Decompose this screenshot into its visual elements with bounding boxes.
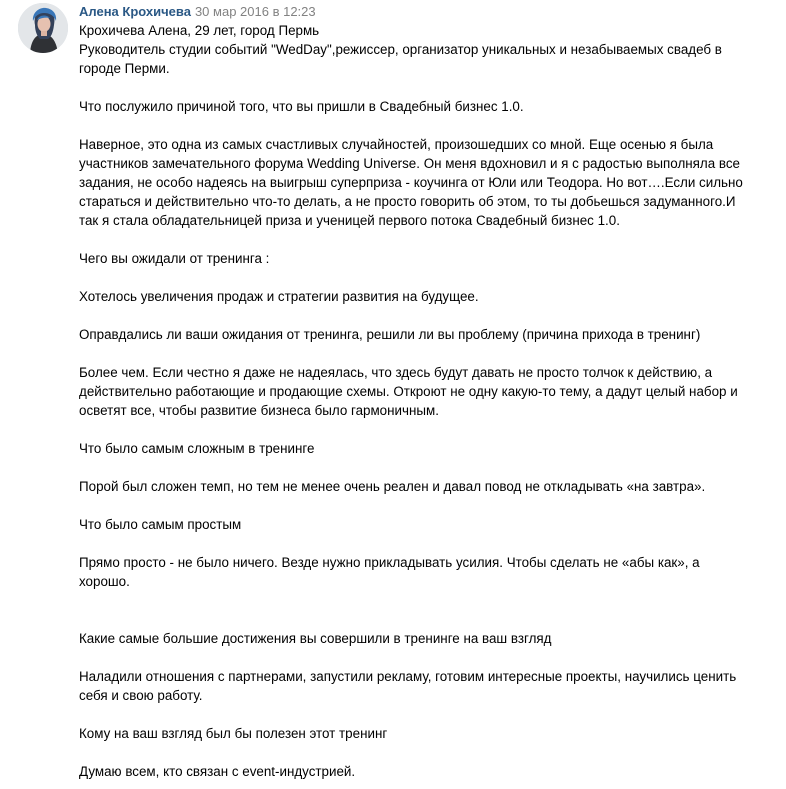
text-line: Думаю всем, кто связан с event-индустрией. xyxy=(79,764,356,779)
post-date[interactable]: 30 мар 2016 в 12:23 xyxy=(194,4,316,19)
paragraph-answer xyxy=(79,135,769,230)
paragraph-question xyxy=(79,249,769,268)
paragraph-question xyxy=(79,515,769,534)
text-line: действительно работающие и продающие схемы. Откроют не одну какую-то тему, а дадут целый набор и xyxy=(79,384,738,399)
text-line: Наладили отношения с партнерами, запустили рекламу, готовим интересные проекты, научились ценить xyxy=(79,669,737,684)
post-header xyxy=(79,3,316,21)
avatar[interactable] xyxy=(18,3,68,53)
paragraph-answer xyxy=(79,762,769,781)
paragraph-answer xyxy=(79,477,769,496)
text-line: Наверное, это одна из самых счастливых случайностей, произошедших со мной. Еще осенью я была xyxy=(79,137,714,152)
text-line: Хотелось увеличения продаж и стратегии развития на будущее. xyxy=(79,289,479,304)
text-line: себя и свою работу. xyxy=(79,688,203,703)
paragraph-question xyxy=(79,629,769,648)
text-line: Порой был сложен темп, но тем не менее очень реален и давал повод не откладывать «на завтра». xyxy=(79,479,706,494)
paragraph-intro xyxy=(79,21,769,78)
text-line: Оправдались ли ваши ожидания от тренинга, решили ли вы проблему (причина прихода в тренинг) xyxy=(79,327,701,342)
text-line: участников замечательного форума Wedding Universe. Он меня вдохновил и я с радостью выполняла все xyxy=(79,156,740,171)
paragraph-question xyxy=(79,724,769,743)
text-line: Прямо просто - не было ничего. Везде нужно прикладывать усилия. Чтобы сделать не «абы как», а xyxy=(79,555,700,570)
text-line: Более чем. Если честно я даже не надеялась, что здесь будут давать не просто толчок к действию, а xyxy=(79,365,713,380)
paragraph-answer xyxy=(79,287,769,306)
paragraph-answer xyxy=(79,667,769,705)
post-text xyxy=(79,21,769,781)
paragraph-question xyxy=(79,97,769,116)
paragraph-answer xyxy=(79,363,769,420)
text-line: Что послужило причиной того, что вы пришли в Свадебный бизнес 1.0. xyxy=(79,99,524,114)
text-line: так я стала обладательницей приза и ученицей первого потока Свадебный бизнес 1.0. xyxy=(79,213,620,228)
user-avatar-photo-icon xyxy=(18,3,68,53)
text-line: осветят все, чтобы развитие бизнеса было гармоничным. xyxy=(79,403,439,418)
text-line: городе Перми. xyxy=(79,61,170,76)
text-line: хорошо. xyxy=(79,574,130,589)
text-line: задания, не особо надеясь на выигрыш суперприза - коучинга от Юли или Теодора. Но вот….Если сильно xyxy=(79,175,743,190)
text-line: Чего вы ожидали от тренинга : xyxy=(79,251,270,266)
paragraph-answer xyxy=(79,553,769,591)
text-line: Что было самым простым xyxy=(79,517,242,532)
text-line: Что было самым сложным в тренинге xyxy=(79,441,315,456)
text-line: Какие самые большие достижения вы совершили в тренинге на ваш взгляд xyxy=(79,631,552,646)
text-line: Кому на ваш взгляд был бы полезен этот тренинг xyxy=(79,726,388,741)
text-line: Крохичева Алена, 29 лет, город Пермь xyxy=(79,23,320,38)
paragraph-question xyxy=(79,325,769,344)
text-line: Руководитель студии событий "WedDay",режиссер, организатор уникальных и незабываемых свадеб в xyxy=(79,42,722,57)
paragraph-question xyxy=(79,439,769,458)
text-line: стараться и действительно что-то делать, а не просто говорить об этом, то ты добьешься задуманного.И xyxy=(79,194,736,209)
author-link[interactable]: Алена Крохичева xyxy=(79,4,191,19)
